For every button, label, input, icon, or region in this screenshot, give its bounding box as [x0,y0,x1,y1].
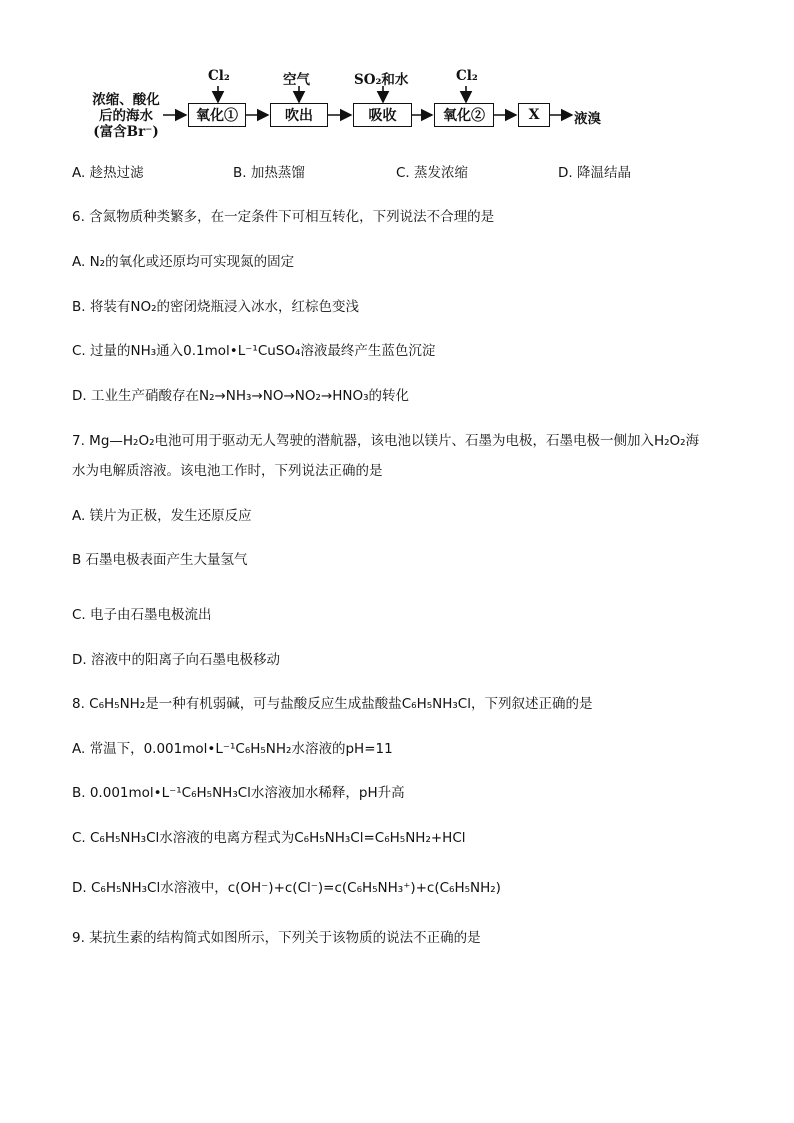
flow-step-x: X [518,103,550,127]
flow-step-blow-out: 吹出 [270,103,328,127]
bromine-extraction-flowchart [0,0,794,140]
flow-step-oxidation-2: 氧化② [434,103,494,127]
q8-stem: 8. C₆H₅NH₂是一种有机弱碱，可与盐酸反应生成盐酸盐C₆H₅NH₃Cl，下列叙述正确的是 [72,696,593,712]
flow-input-step3: SO₂和水 [354,72,409,88]
q7-option-b: B 石墨电极表面产生大量氢气 [72,552,248,568]
q6-option-b: B. 将装有NO₂的密闭烧瓶浸入冰水，红棕色变浅 [72,299,359,315]
flow-source [88,92,164,140]
q5-option-a: A. 趁热过滤 [72,165,144,181]
q5-option-c: C. 蒸发浓缩 [396,165,469,181]
q5-option-d: D. 降温结晶 [558,165,631,181]
q7-stem-line-1: 7. Mg—H₂O₂电池可用于驱动无人驾驶的潜航器，该电池以镁片、石墨为电极，石墨电极一侧加入H₂O₂海 [72,433,700,449]
flow-input-step1: Cl₂ [208,68,230,84]
flow-source-line-1: 浓缩、酸化 [92,92,160,108]
q8-option-a: A. 常温下，0.001mol•L⁻¹C₆H₅NH₂水溶液的pH=11 [72,741,393,757]
flow-step-oxidation-1: 氧化① [188,103,246,127]
q6-option-a: A. N₂的氧化或还原均可实现氮的固定 [72,254,295,270]
q7-stem-line-2: 水为电解质溶液。该电池工作时，下列说法正确的是 [72,463,383,479]
flow-source-line-3: (富含Br⁻) [93,124,159,140]
q7-option-a: A. 镁片为正极，发生还原反应 [72,508,252,524]
flow-source-line-2: 后的海水 [99,108,153,124]
q9-stem: 9. 某抗生素的结构简式如图所示，下列关于该物质的说法不正确的是 [72,930,481,946]
q8-option-b: B. 0.001mol•L⁻¹C₆H₅NH₃Cl水溶液加水稀释，pH升高 [72,785,405,801]
q8-option-c: C. C₆H₅NH₃Cl水溶液的电离方程式为C₆H₅NH₃Cl=C₆H₅NH₂+HCl [72,830,466,846]
flow-input-step4: Cl₂ [456,68,478,84]
q8-option-d: D. C₆H₅NH₃Cl水溶液中，c(OH⁻)+c(Cl⁻)=c(C₆H₅NH₃⁺)+c(C₆H₅NH₂) [72,880,501,896]
q6-option-d: D. 工业生产硝酸存在N₂→NH₃→NO→NO₂→HNO₃的转化 [72,388,410,404]
q6-option-c: C. 过量的NH₃通入0.1mol•L⁻¹CuSO₄溶液最终产生蓝色沉淀 [72,343,436,359]
flow-step-absorb: 吸收 [353,103,412,127]
flow-product: 液溴 [574,111,601,127]
flow-input-step2: 空气 [283,72,310,88]
q5-option-b: B. 加热蒸馏 [233,165,305,181]
q7-option-c: C. 电子由石墨电极流出 [72,607,212,623]
q7-option-d: D. 溶液中的阳离子向石墨电极移动 [72,652,280,668]
q6-stem: 6. 含氮物质种类繁多，在一定条件下可相互转化，下列说法不合理的是 [72,209,495,225]
